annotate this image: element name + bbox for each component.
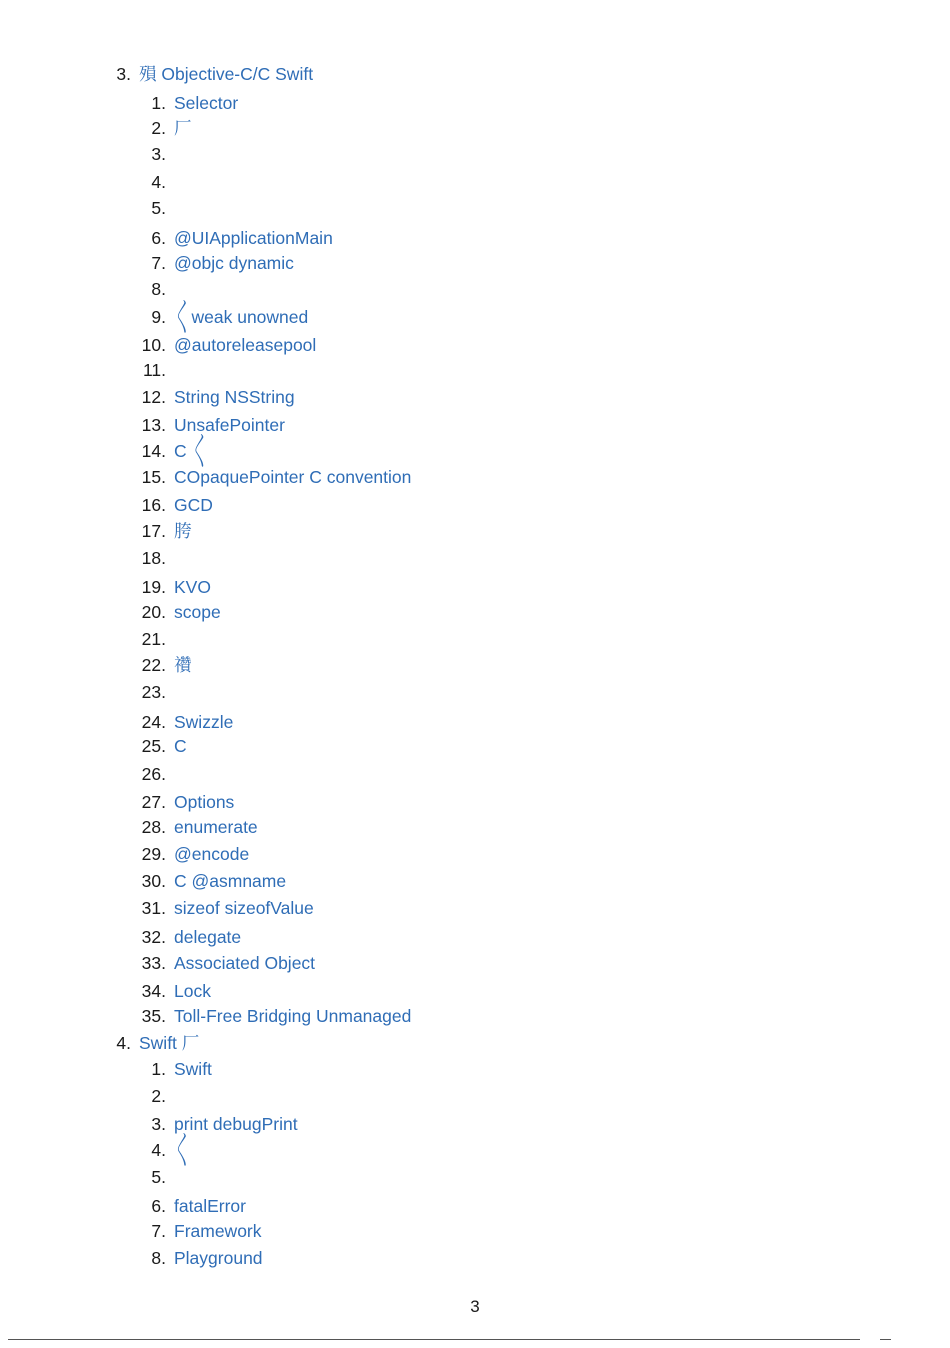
toc-item bbox=[141, 518, 192, 544]
toc-item-number: 23. bbox=[141, 682, 166, 702]
toc-item-link[interactable]: @UIApplicationMain bbox=[174, 228, 333, 248]
toc-item-link[interactable]: GCD bbox=[174, 495, 213, 515]
toc-item-number: 5. bbox=[151, 1167, 166, 1187]
toc-item-number: 9. bbox=[151, 307, 166, 327]
toc-item-number: 6. bbox=[151, 228, 166, 248]
toc-item-number: 33. bbox=[141, 953, 166, 973]
toc-item bbox=[141, 924, 242, 950]
toc-section-number: 3. bbox=[116, 64, 131, 84]
toc-item-link[interactable]: Toll-Free Bridging Unmanaged bbox=[174, 1006, 412, 1026]
toc-item-number: 13. bbox=[141, 415, 166, 435]
toc-item-link[interactable]: 胯 bbox=[174, 521, 192, 541]
toc-item-number: 18. bbox=[141, 548, 166, 568]
toc-item bbox=[151, 304, 309, 330]
toc-item bbox=[141, 841, 250, 867]
toc-item bbox=[141, 733, 187, 759]
toc-item bbox=[151, 1056, 212, 1082]
toc-item-link[interactable]: fatalError bbox=[174, 1196, 246, 1216]
toc-item-number: 30. bbox=[141, 871, 166, 891]
toc-item-link[interactable]: Lock bbox=[174, 981, 211, 1001]
toc-item-link[interactable]: COpaquePointer C convention bbox=[174, 467, 412, 487]
toc-item bbox=[141, 789, 235, 815]
toc-item-link[interactable]: @autoreleasepool bbox=[174, 335, 317, 355]
toc-item bbox=[151, 225, 333, 251]
toc-item-number: 31. bbox=[141, 898, 166, 918]
toc-item-number: 8. bbox=[151, 1248, 166, 1268]
toc-item-number: 4. bbox=[151, 172, 166, 192]
toc-item-link[interactable]: C bbox=[174, 736, 187, 756]
footer-dash bbox=[880, 1339, 891, 1340]
toc-item bbox=[141, 574, 211, 600]
toc-section-3-link[interactable]: 殞 Objective-C/C Swift bbox=[139, 64, 314, 84]
toc-item-number: 1. bbox=[151, 93, 166, 113]
page-number: 3 bbox=[470, 1297, 480, 1316]
footer-divider bbox=[8, 1339, 860, 1340]
toc-section-4 bbox=[116, 1030, 200, 1056]
toc-item-link[interactable]: KVO bbox=[174, 577, 211, 597]
toc-item-link[interactable]: UnsafePointer bbox=[174, 415, 285, 435]
toc-item bbox=[141, 950, 316, 976]
toc-item bbox=[151, 90, 239, 116]
toc-item-link[interactable]: Framework bbox=[174, 1221, 262, 1241]
toc-item-link[interactable]: enumerate bbox=[174, 817, 258, 837]
toc-item-link[interactable]: @encode bbox=[174, 844, 250, 864]
toc-item-number: 2. bbox=[151, 118, 166, 138]
toc-item bbox=[141, 978, 211, 1004]
toc-item-link[interactable]: Associated Object bbox=[174, 953, 316, 973]
toc-item bbox=[141, 599, 221, 625]
toc-item bbox=[141, 652, 192, 678]
toc-item-number: 35. bbox=[141, 1006, 166, 1026]
toc-item bbox=[141, 814, 258, 840]
toc-section-3 bbox=[116, 61, 314, 87]
toc-item-number: 29. bbox=[141, 844, 166, 864]
toc-item-link[interactable]: String NSString bbox=[174, 387, 295, 407]
toc-item-link[interactable]: sizeof sizeofValue bbox=[174, 898, 314, 918]
toc-item-number: 2. bbox=[151, 1086, 166, 1106]
toc-item-number: 3. bbox=[151, 1114, 166, 1134]
toc-item bbox=[151, 1193, 246, 1219]
toc-item-link[interactable]: C @asmname bbox=[174, 871, 287, 891]
toc-item-number: 16. bbox=[141, 495, 166, 515]
toc-item bbox=[141, 384, 295, 410]
toc-item bbox=[141, 868, 287, 894]
toc-item-number: 7. bbox=[151, 1221, 166, 1241]
toc-section-number: 4. bbox=[116, 1033, 131, 1053]
toc-item-link[interactable]: @objc dynamic bbox=[174, 253, 294, 273]
toc-item bbox=[151, 1137, 192, 1163]
toc-item-number: 20. bbox=[141, 602, 166, 622]
toc-item-number: 15. bbox=[141, 467, 166, 487]
toc-item-number: 17. bbox=[141, 521, 166, 541]
toc-item bbox=[151, 250, 294, 276]
toc-item bbox=[151, 1245, 263, 1271]
toc-item-link[interactable]: Selector bbox=[174, 93, 239, 113]
toc-item-link[interactable]: Options bbox=[174, 792, 235, 812]
toc-item-number: 19. bbox=[141, 577, 166, 597]
toc-item-number: 5. bbox=[151, 198, 166, 218]
toc-item-link[interactable]: 禶 bbox=[174, 655, 192, 675]
toc-item-number: 25. bbox=[141, 736, 166, 756]
toc-item-number: 7. bbox=[151, 253, 166, 273]
toc-item-link[interactable]: ⼚ bbox=[174, 118, 192, 138]
toc-item-number: 27. bbox=[141, 792, 166, 812]
toc-item-number: 11. bbox=[142, 360, 166, 380]
toc-item-link[interactable]: scope bbox=[174, 602, 221, 622]
toc-item-number: 34. bbox=[141, 981, 166, 1001]
toc-item-number: 4. bbox=[151, 1140, 166, 1160]
toc-item bbox=[141, 709, 234, 735]
toc-item bbox=[141, 332, 317, 358]
toc-section-4-link[interactable]: Swift ⼚ bbox=[139, 1033, 200, 1053]
toc-item-link[interactable]: 〳〵 bbox=[174, 1140, 192, 1160]
toc-item bbox=[141, 438, 209, 464]
toc-item-number: 24. bbox=[141, 712, 166, 732]
toc-item-link[interactable]: print debugPrint bbox=[174, 1114, 298, 1134]
toc-item bbox=[141, 412, 285, 438]
toc-item bbox=[151, 1111, 298, 1137]
toc-item bbox=[151, 1218, 262, 1244]
toc-item-number: 1. bbox=[151, 1059, 166, 1079]
toc-item-number: 32. bbox=[141, 927, 166, 947]
toc-item-number: 10. bbox=[141, 335, 166, 355]
toc-item-link[interactable]: 〳〵weak unowned bbox=[174, 307, 309, 327]
toc-item-number: 3. bbox=[151, 144, 166, 164]
toc-item bbox=[141, 895, 314, 921]
toc-item-link[interactable]: Playground bbox=[174, 1248, 263, 1268]
toc-item bbox=[141, 464, 412, 490]
toc-item-link[interactable]: C 〳〵 bbox=[174, 441, 209, 461]
toc-item-number: 22. bbox=[141, 655, 166, 675]
toc-item-link[interactable]: Swift bbox=[174, 1059, 212, 1079]
toc-item-number: 21. bbox=[141, 629, 166, 649]
toc-item bbox=[151, 115, 192, 141]
toc-item-number: 26. bbox=[141, 764, 166, 784]
toc-item-link[interactable]: Swizzle bbox=[174, 712, 234, 732]
toc-item-number: 8. bbox=[151, 279, 166, 299]
toc-item bbox=[141, 1003, 412, 1029]
toc-item-number: 6. bbox=[151, 1196, 166, 1216]
toc-item-link[interactable]: delegate bbox=[174, 927, 242, 947]
toc-item bbox=[141, 492, 213, 518]
toc-item-number: 14. bbox=[141, 441, 166, 461]
toc-item-number: 12. bbox=[141, 387, 166, 407]
toc-item-number: 28. bbox=[141, 817, 166, 837]
